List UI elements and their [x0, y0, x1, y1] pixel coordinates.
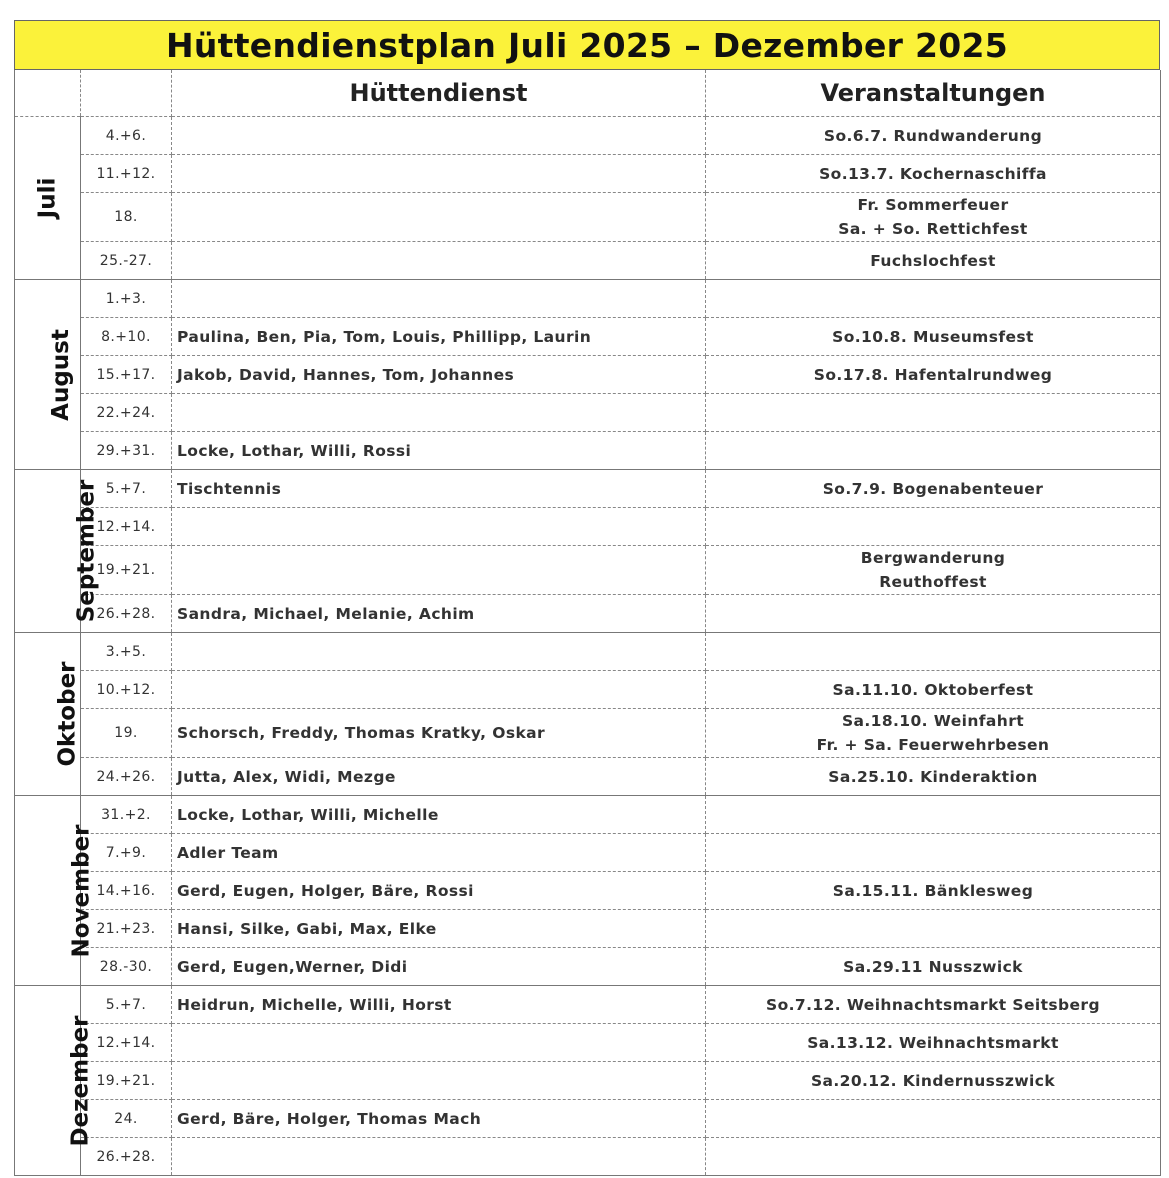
date-cell: 1.+3.: [81, 280, 172, 318]
date-cell: 5.+7.: [81, 470, 172, 508]
table-row: [15, 910, 1161, 948]
event-cell: [706, 242, 1161, 280]
table-row: [15, 796, 1161, 834]
date-cell: 12.+14.: [81, 508, 172, 546]
duty-cell: [172, 117, 706, 155]
event-line: So.7.9. Bogenabenteuer: [822, 479, 1044, 498]
month-label: August: [47, 328, 74, 421]
event-cell: [706, 1024, 1161, 1062]
table-row: [15, 1100, 1161, 1138]
event-line: Sa.20.12. Kindernusszwick: [810, 1071, 1056, 1090]
event-line: So.7.12. Weihnachtsmarkt Seitsberg: [766, 995, 1100, 1014]
event-cell: [706, 508, 1161, 546]
event-cell: [706, 910, 1161, 948]
duty-cell: [172, 394, 706, 432]
duty-cell: [172, 242, 706, 280]
date-cell: 19.+21.: [81, 546, 172, 595]
table-row: [15, 595, 1161, 633]
date-cell: 15.+17.: [81, 356, 172, 394]
event-line: Fr. Sommerfeuer: [857, 196, 1009, 214]
event-line: So.13.7. Kochernaschiffa: [819, 164, 1047, 183]
table-row: [15, 948, 1161, 986]
event-cell: [706, 834, 1161, 872]
event-line: Fuchslochfest: [870, 251, 996, 270]
schedule-table: [14, 70, 1161, 1176]
event-line: Sa.29.11 Nusszwick: [843, 957, 1023, 976]
date-cell: 21.+23.: [81, 910, 172, 948]
month-label: September: [73, 479, 100, 623]
event-cell: [706, 758, 1161, 796]
event-line: Sa.11.10. Oktoberfest: [832, 680, 1034, 699]
event-cell: [706, 948, 1161, 986]
header-blank: [15, 70, 81, 117]
event-line: Sa.15.11. Bänklesweg: [832, 881, 1034, 900]
event-cell: [706, 595, 1161, 633]
date-cell: 3.+5.: [81, 633, 172, 671]
duty-cell: Gerd, Eugen, Holger, Bäre, Rossi: [172, 872, 706, 910]
duty-cell: Heidrun, Michelle, Willi, Horst: [172, 986, 706, 1024]
table-header-row: [15, 70, 1161, 117]
table-row: [15, 508, 1161, 546]
month-cell: [15, 470, 100, 633]
duty-cell: [172, 280, 706, 318]
duty-cell: Paulina, Ben, Pia, Tom, Louis, Phillipp, Laurin: [172, 318, 706, 356]
table-row: [15, 356, 1161, 394]
date-cell: 19.+21.: [81, 1062, 172, 1100]
duty-cell: [172, 1024, 706, 1062]
duty-cell: Adler Team: [172, 834, 706, 872]
event-cell: [706, 709, 1161, 758]
month-label: November: [68, 823, 95, 958]
table-row: [15, 280, 1161, 318]
duty-cell: [172, 546, 706, 595]
date-cell: 24.: [81, 1100, 172, 1138]
month-label: Juli: [34, 177, 61, 219]
event-cell: [706, 193, 1161, 242]
event-line: Sa.13.12. Weihnachtsmarkt: [807, 1033, 1059, 1052]
event-cell: [706, 394, 1161, 432]
event-cell: [706, 872, 1161, 910]
duty-cell: Locke, Lothar, Willi, Michelle: [172, 796, 706, 834]
date-cell: 11.+12.: [81, 155, 172, 193]
month-label: Oktober: [54, 661, 81, 767]
event-line: Reuthoffest: [879, 573, 987, 591]
event-line: So.6.7. Rundwanderung: [823, 126, 1043, 145]
duty-cell: Jakob, David, Hannes, Tom, Johannes: [172, 356, 706, 394]
date-cell: 31.+2.: [81, 796, 172, 834]
event-cell: [706, 986, 1161, 1024]
table-row: [15, 709, 1161, 758]
table-row: [15, 986, 1161, 1024]
month-cell: [15, 280, 81, 470]
date-cell: 5.+7.: [81, 986, 172, 1024]
event-cell: [706, 671, 1161, 709]
date-cell: 28.-30.: [81, 948, 172, 986]
event-cell: [706, 796, 1161, 834]
table-row: [15, 242, 1161, 280]
date-cell: 26.+28.: [81, 1138, 172, 1176]
month-cell: [15, 633, 81, 796]
date-cell: 29.+31.: [81, 432, 172, 470]
table-row: [15, 758, 1161, 796]
duty-cell: Jutta, Alex, Widi, Mezge: [172, 758, 706, 796]
duty-cell: [172, 155, 706, 193]
duty-cell: Gerd, Bäre, Holger, Thomas Mach: [172, 1100, 706, 1138]
table-row: [15, 872, 1161, 910]
date-cell: 7.+9.: [81, 834, 172, 872]
event-cell: [706, 546, 1161, 595]
table-row: [15, 432, 1161, 470]
event-cell: [706, 1062, 1161, 1100]
duty-cell: [172, 1138, 706, 1176]
header-events: Veranstaltungen: [706, 70, 1161, 117]
header-duty: Hüttendienst: [172, 70, 706, 117]
event-cell: [706, 280, 1161, 318]
duty-cell: Sandra, Michael, Melanie, Achim: [172, 595, 706, 633]
date-cell: 18.: [81, 193, 172, 242]
date-cell: 4.+6.: [81, 117, 172, 155]
event-cell: [706, 470, 1161, 508]
date-cell: 12.+14.: [81, 1024, 172, 1062]
duty-cell: Hansi, Silke, Gabi, Max, Elke: [172, 910, 706, 948]
date-cell: 14.+16.: [81, 872, 172, 910]
event-line: Sa. + So. Rettichfest: [838, 220, 1028, 238]
duty-cell: [172, 193, 706, 242]
header-blank: [81, 70, 172, 117]
event-cell: [706, 117, 1161, 155]
event-line: So.10.8. Museumsfest: [832, 327, 1034, 346]
month-cell: [15, 796, 95, 986]
table-row: [15, 546, 1161, 595]
event-line: Bergwanderung: [860, 549, 1006, 567]
table-row: [15, 193, 1161, 242]
event-line: Sa.25.10. Kinderaktion: [828, 767, 1038, 786]
table-row: [15, 318, 1161, 356]
event-cell: [706, 1138, 1161, 1176]
event-cell: [706, 155, 1161, 193]
duty-cell: [172, 508, 706, 546]
date-cell: 26.+28.: [81, 595, 172, 633]
date-cell: 25.-27.: [81, 242, 172, 280]
duty-cell: [172, 1062, 706, 1100]
table-row: [15, 1024, 1161, 1062]
table-row: [15, 633, 1161, 671]
month-label: Dezember: [67, 1014, 94, 1147]
table-row: [15, 834, 1161, 872]
event-cell: [706, 1100, 1161, 1138]
date-cell: 8.+10.: [81, 318, 172, 356]
date-cell: 24.+26.: [81, 758, 172, 796]
event-cell: [706, 318, 1161, 356]
event-line: Fr. + Sa. Feuerwehrbesen: [816, 736, 1050, 754]
event-cell: [706, 633, 1161, 671]
table-row: [15, 1138, 1161, 1176]
event-cell: [706, 432, 1161, 470]
month-cell: [15, 117, 81, 280]
date-cell: 22.+24.: [81, 394, 172, 432]
table-row: [15, 1062, 1161, 1100]
duty-cell: Locke, Lothar, Willi, Rossi: [172, 432, 706, 470]
duty-cell: [172, 633, 706, 671]
page-title: Hüttendienstplan Juli 2025 – Dezember 2025: [14, 20, 1160, 70]
event-line: So.17.8. Hafentalrundweg: [813, 365, 1053, 384]
table-row: [15, 117, 1161, 155]
duty-cell: Schorsch, Freddy, Thomas Kratky, Oskar: [172, 709, 706, 758]
duty-cell: Gerd, Eugen,Werner, Didi: [172, 948, 706, 986]
table-row: [15, 155, 1161, 193]
schedule-sheet: [14, 20, 1160, 1176]
date-cell: 19.: [81, 709, 172, 758]
event-line: Sa.18.10. Weinfahrt: [841, 712, 1025, 730]
table-row: [15, 394, 1161, 432]
event-cell: [706, 356, 1161, 394]
duty-cell: [172, 671, 706, 709]
month-cell: [15, 986, 94, 1176]
table-row: [15, 470, 1161, 508]
duty-cell: Tischtennis: [172, 470, 706, 508]
table-row: [15, 671, 1161, 709]
date-cell: 10.+12.: [81, 671, 172, 709]
